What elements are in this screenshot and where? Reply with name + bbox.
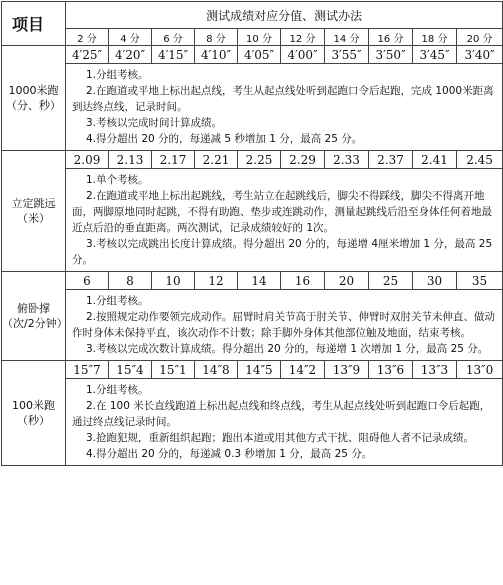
score-header-row [2,29,503,46]
value-cell: 2.25 [238,151,281,169]
value-cell: 13″6 [369,361,413,379]
value-cell: 2.41 [413,151,457,169]
value-cell: 30 [413,272,457,290]
method-cell-100m [66,379,503,466]
value-cell: 13″9 [325,361,369,379]
method-step: 3.考核以完成时间计算成绩。 [86,117,223,129]
fitness-score-table [1,1,503,466]
value-cell: 4′05″ [238,46,281,64]
value-cell: 4′20″ [109,46,152,64]
value-cell: 35 [457,272,503,290]
values-row-long-jump [2,151,503,169]
value-cell: 2.37 [369,151,413,169]
method-step: 3.考核以完成次数计算成绩。得分超出 20 分的，每递增 1 次增加 1 分，最高 25 分。 [86,343,489,355]
method-cell-push-ups [66,290,503,361]
method-step: 2.按照规定动作要领完成动作。屈臂时肩关节高于肘关节、伸臂时双肘关节未伸直、做动作时身体未保持平直，该次动作不计数；除手脚外身体其他部位触及地面，结束考核。 [72,311,496,339]
value-cell: 2.29 [281,151,325,169]
value-cell: 2.21 [195,151,238,169]
score-cell: 16 分 [369,29,413,46]
item-name-long-jump: 立定跳远（米） [2,151,66,272]
value-cell: 15″7 [66,361,109,379]
value-cell: 3′50″ [369,46,413,64]
score-cell: 12 分 [281,29,325,46]
item-name-push-ups: 俯卧撑（次/2分钟） [2,272,66,361]
value-cell: 25 [369,272,413,290]
value-cell: 2.33 [325,151,369,169]
value-cell: 3′40″ [457,46,503,64]
value-cell: 12 [195,272,238,290]
method-step: 4.得分超出 20 分的，每递减 5 秒增加 1 分，最高 25 分。 [86,133,363,145]
score-cell: 20 分 [457,29,503,46]
values-row-push-ups [2,272,503,290]
item-name-1000m: 1000米跑（分、秒） [2,46,66,151]
value-cell: 14″8 [195,361,238,379]
method-step: 4.得分超出 20 分的，每递减 0.3 秒增加 1 分，最高 25 分。 [86,448,373,460]
method-cell-1000m [66,64,503,151]
value-cell: 16 [281,272,325,290]
value-cell: 3′45″ [413,46,457,64]
score-cell: 4 分 [109,29,152,46]
method-step: 1.单个考核。 [86,174,149,186]
value-cell: 2.09 [66,151,109,169]
values-row-100m [2,361,503,379]
value-cell: 14″5 [238,361,281,379]
value-cell: 15″1 [152,361,195,379]
method-step: 3.考核以完成跳出长度计算成绩。得分超出 20 分的，每递增 4厘米增加 1 分，最高 25 分。 [72,238,493,266]
values-row-1000m [2,46,503,64]
item-name-100m: 100米跑（秒） [2,361,66,466]
method-cell-long-jump [66,169,503,272]
method-step: 2.在跑道或平地上标出起点线，考生从起点线处听到起跑口令后起跑，完成 1000米距离到达终点线，记录时间。 [72,85,494,113]
method-step: 1.分组考核。 [86,69,149,81]
value-cell: 20 [325,272,369,290]
method-step: 2.在 100 米长直线跑道上标出起点线和终点线，考生从起点线处听到起跑口令后起跑，通过终点线记录时间。 [72,400,491,428]
score-cell: 2 分 [66,29,109,46]
value-cell: 2.17 [152,151,195,169]
value-cell: 8 [109,272,152,290]
method-step: 3.抢跑犯规，重新组织起跑；跑出本道或用其他方式干扰、阻碍他人者不记录成绩。 [86,432,475,444]
score-cell: 10 分 [238,29,281,46]
value-cell: 4′10″ [195,46,238,64]
method-step: 1.分组考核。 [86,295,149,307]
score-cell: 6 分 [152,29,195,46]
table-title: 测试成绩对应分值、测试办法 [66,2,503,29]
value-cell: 4′00″ [281,46,325,64]
value-cell: 13″3 [413,361,457,379]
value-cell: 6 [66,272,109,290]
value-cell: 10 [152,272,195,290]
method-step: 1.分组考核。 [86,384,149,396]
method-step: 2.在跑道或平地上标出起跳线，考生站立在起跳线后，脚尖不得踩线，脚尖不得离开地面，两脚原地同时起跳，不得有助跑、垫步或连跳动作，测量起跳线后沿至身体任何着地最近点后沿的垂直距离。两次测试，记录成绩较好的 1次。 [72,190,492,234]
value-cell: 15″4 [109,361,152,379]
value-cell: 14″2 [281,361,325,379]
value-cell: 4′15″ [152,46,195,64]
value-cell: 3′55″ [325,46,369,64]
item-header: 项目 [2,2,66,46]
score-cell: 18 分 [413,29,457,46]
value-cell: 13″0 [457,361,503,379]
value-cell: 14 [238,272,281,290]
score-cell: 14 分 [325,29,369,46]
score-cell: 8 分 [195,29,238,46]
value-cell: 4′25″ [66,46,109,64]
value-cell: 2.13 [109,151,152,169]
value-cell: 2.45 [457,151,503,169]
